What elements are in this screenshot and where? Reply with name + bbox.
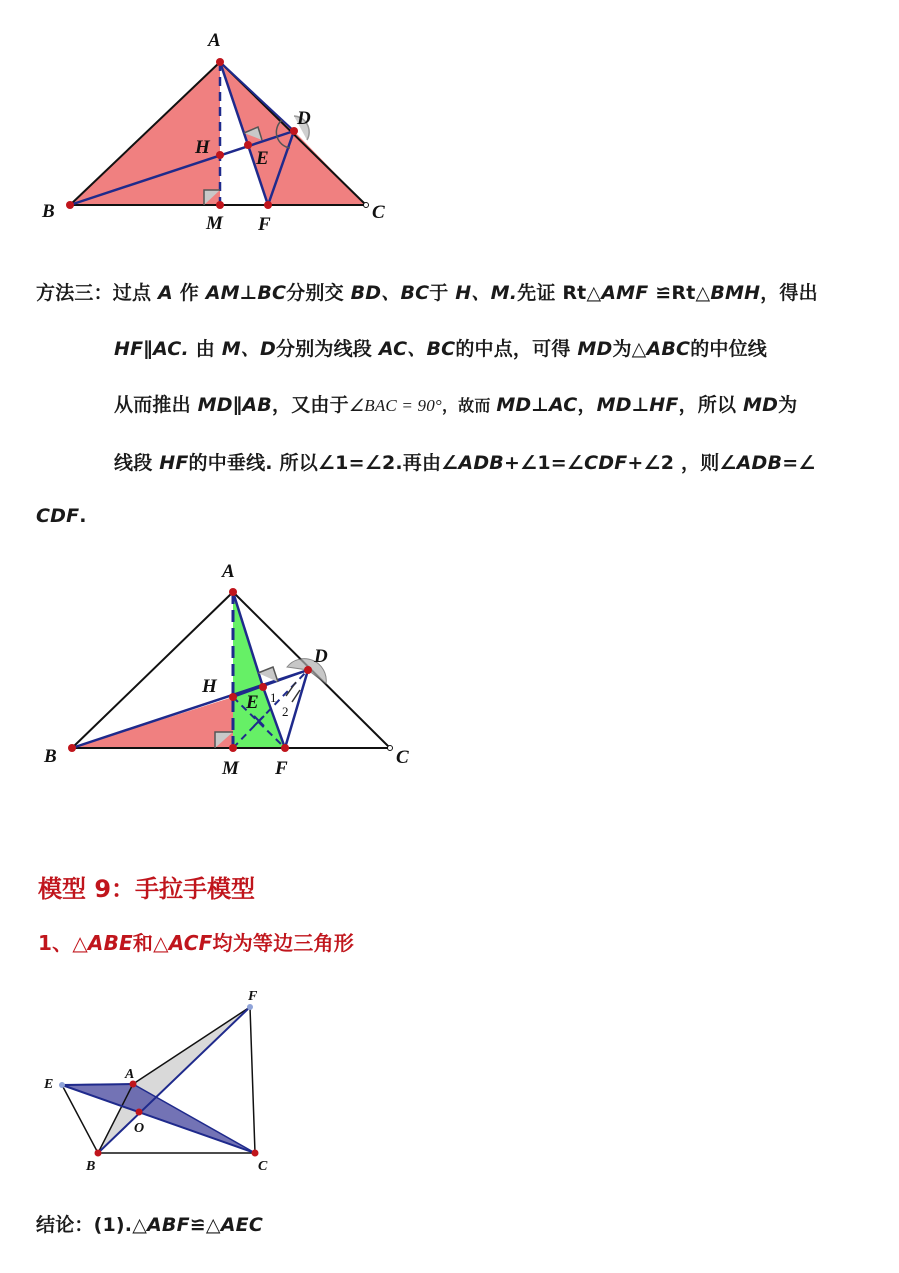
label-b: B [44, 746, 57, 767]
segment-bf [98, 1007, 250, 1153]
label-e: E [44, 1077, 54, 1092]
angle-bac-formula: ∠BAC = 90° [348, 396, 442, 415]
label-a: A [125, 1067, 135, 1082]
label-m: M [222, 758, 239, 779]
label-d: D [297, 108, 311, 129]
label-c: C [396, 747, 409, 768]
angle-marks-12 [286, 682, 300, 702]
method3-line-2: HF∥AC. 由 M、D分别为线段 AC、BC的中点，可得 MD为△ABC的中位线 [114, 338, 767, 360]
label-h: H [202, 676, 217, 697]
method3-line-5: CDF. [36, 505, 87, 527]
label-b: B [42, 201, 55, 222]
method3-line-3: 从而推出 MD∥AB，又由于∠BAC = 90°，故而 MD⊥AC，MD⊥HF，所以 MD为 [114, 394, 798, 416]
label-o: O [134, 1121, 145, 1136]
segment-ae [62, 1084, 133, 1085]
method3-line-1: 方法三：过点 A 作 AM⊥BC分别交 BD、BC于 H、M.先证 Rt△AMF ≌Rt△BMH，得出 [36, 282, 818, 304]
label-f: F [248, 989, 258, 1004]
method3-line-4: 线段 HF的中垂线. 所以∠1=∠2.再由∠ADB+∠1=∠CDF+∠2 ，则∠ADB=∠ [114, 452, 816, 474]
figure-3-hand-in-hand [0, 975, 300, 1175]
conclusion-line: 结论：(1).△ABF≌△AEC [36, 1214, 263, 1236]
segment-ac [133, 1084, 255, 1153]
label-d: D [314, 646, 328, 667]
angle-label-2: 2 [282, 704, 289, 719]
label-c: C [372, 202, 385, 223]
figure-1-triangle [0, 20, 420, 240]
figure-2-triangle [0, 555, 430, 785]
label-f: F [275, 758, 288, 779]
model-9-title: 模型 9：手拉手模型 [38, 875, 256, 903]
label-e: E [256, 148, 269, 169]
label-m: M [206, 213, 223, 234]
label-c: C [258, 1159, 268, 1174]
model-9-subtitle: 1、△ABE和△ACF均为等边三角形 [38, 931, 354, 955]
label-e: E [246, 692, 259, 713]
angle-label-1: 1 [270, 690, 277, 705]
label-f: F [258, 214, 271, 235]
label-a: A [208, 30, 221, 51]
label-b: B [86, 1159, 96, 1174]
label-a: A [222, 561, 235, 582]
label-h: H [195, 137, 210, 158]
